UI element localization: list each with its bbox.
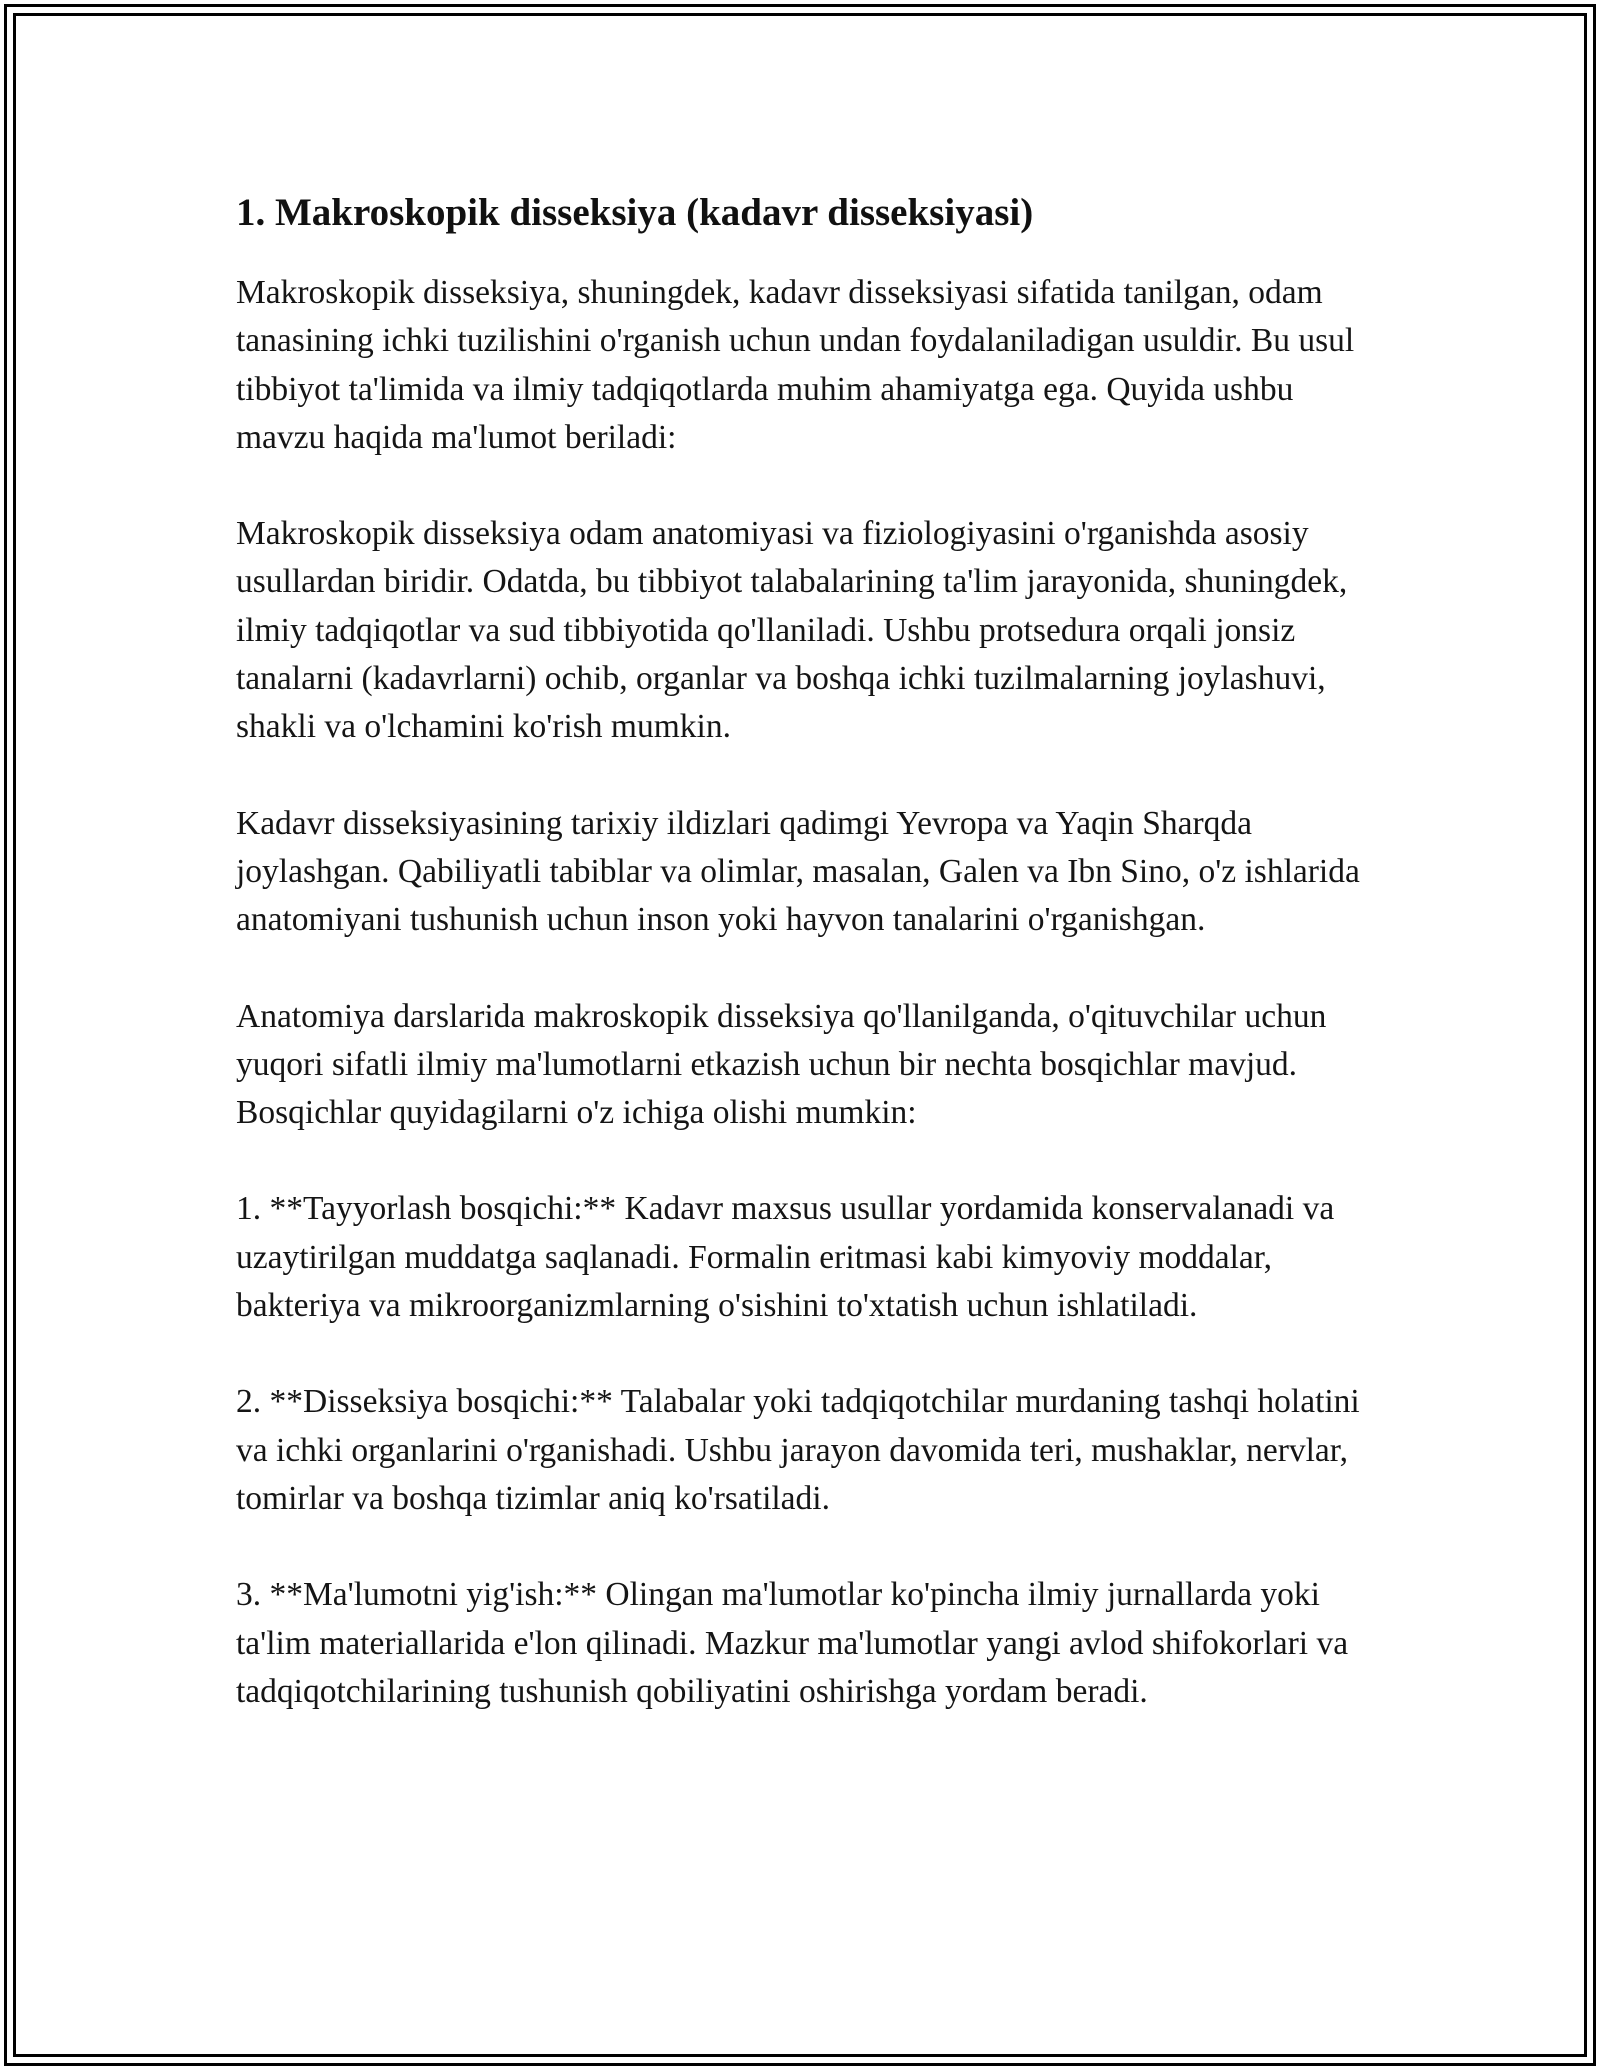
paragraph-overview: Makroskopik disseksiya odam anatomiyasi va fiziologiyasini o'rganishda asosiy usullardan biridir. Odatda, bu tibbiyot talabalarining ta'lim jarayonida, shuningdek, ilmiy tadqiqotlar va sud tibbiyotida qo'llaniladi. Ushbu protsedura orqali jonsiz tanalarni (kadavrlarni) ochib, organlar va boshqa ichki tuzilmalarning joylashuvi, shakli va o'lchamini ko'rish mumkin.: [236, 515, 1348, 746]
paragraph-stage-dissection: 2. **Disseksiya bosqichi:** Talabalar yoki tadqiqotchilar murdaning tashqi holatini va ichki organlarini o'rganishadi. Ushbu jarayon davomida teri, mushaklar, nervlar, tomirlar va boshqa tizimlar aniq ko'rsatiladi.: [236, 1383, 1360, 1517]
paragraph-intro: Makroskopik disseksiya, shuningdek, kadavr disseksiyasi sifatida tanilgan, odam tanasining ichki tuzilishini o'rganish uchun undan foydalaniladigan usuldir. Bu usul tibbiyot ta'limida va ilmiy tadqiqotlarda muhim ahamiyatga ega. Quyida ushbu mavzu haqida ma'lumot beriladi:: [236, 274, 1355, 456]
document-title: 1. Makroskopik disseksiya (kadavr disseksiyasi): [236, 191, 1034, 234]
paragraph-stage-data-collection: 3. **Ma'lumotni yig'ish:** Olingan ma'lumotlar ko'pincha ilmiy jurnallarda yoki ta'lim materiallarida e'lon qilinadi. Mazkur ma'lumotlar yangi avlod shifokorlari va tadqiqotchilarining tushunish qobiliyatini oshirishga yordam beradi.: [236, 1576, 1349, 1710]
paragraph-stages-intro: Anatomiya darslarida makroskopik disseksiya qo'llanilganda, o'qituvchilar uchun yuqori sifatli ilmiy ma'lumotlarni etkazish uchun bir nechta bosqichlar mavjud. Bosqichlar quyidagilarni o'z ichiga olishi mumkin:: [236, 997, 1327, 1132]
paragraph-history: Kadavr disseksiyasining tarixiy ildizlari qadimgi Yevropa va Yaqin Sharqda joylashgan. Qabiliyatli tabiblar va olimlar, masalan, Galen va Ibn Sino, o'z ishlarida anatomiyani tushunish uchun inson yoki hayvon tanalarini o'rganishgan.: [236, 804, 1360, 939]
paragraph-stage-preparation: 1. **Tayyorlash bosqichi:** Kadavr maxsus usullar yordamida konservalanadi va uzaytirilgan muddatga saqlanadi. Formalin eritmasi kabi kimyoviy moddalar, bakteriya va mikroorganizmlarning o'sishini to'xtatish uchun ishlatiladi.: [236, 1190, 1335, 1325]
document-body: [236, 185, 1376, 1764]
